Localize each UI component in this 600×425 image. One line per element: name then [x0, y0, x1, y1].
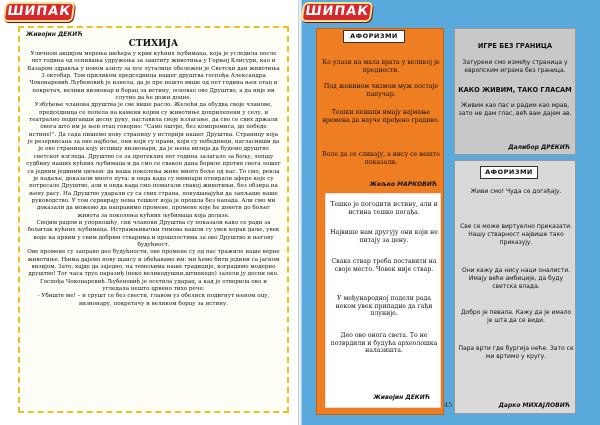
aphorism-author: Живојин ДЕКИЋ [373, 394, 430, 401]
aphorism: Пара врти где бургија неће. Зато се ми вртимо у кругу. [458, 345, 574, 360]
aphorisms-header: АФОРИЗМИ [480, 166, 538, 179]
aphorism: Највише нам другују они који не питају за цену. [330, 229, 438, 244]
aphorism: Све се може виртуелно приказати. Нашу стварност највише тако приказују. [460, 223, 572, 246]
aphorism: Они кажу да нису наци оналисти. Имају веће амбиције, да буду светска влада. [461, 267, 571, 290]
aphorisms-white-box [325, 193, 441, 408]
story-paragraph: Уличном акцијом мерења шећера у крви кућних љубимаца, која је уследила после пет година од оснивања удружења за заштиту животиња у Горњој Клисури, као и Базаром здравља у новом азилу за псе луталице обележен је Светски дан животиња 3 октобар. Том приликом председница нашег друштва госпођа Александра Чоконаревић Љубеновић је изнела, да је пре нешто више од пет година њен отац и покретач, велики визионар и борац за истину, основао ово Друштво, а да није ни слутио да ће дожи доцне. [27, 51, 280, 102]
aphorism: Свака ствар треба поставити на своје место. Човек није ствар. [331, 258, 437, 273]
aphorism: Добро је певала. Кажу да је имало је шта да се види. [460, 309, 572, 324]
aphorism: Део ово онога света. То не потврдили и будућа археолошка налазишта. [330, 332, 438, 355]
logo-right: ШИПАК [301, 2, 374, 22]
story-article [18, 26, 289, 413]
aphorism: Тешко је погодити истину, али и истина тешко погађа. [330, 201, 438, 216]
gray-aphorisms-box [454, 160, 576, 414]
aphorism: Тешки пешаци имају најмање времена да науче пређено градиво. [322, 109, 440, 124]
story-paragraph: Ове промене су заправо део будућности, ове промене су од нас тражиле наше верне животиње. Њима дајемо нову шансу и обећавамо им: ми ћемо бити једини са јасном визијом. Зато, хајде да заједно, на темељима наше традиције, изградимо модерно друштво! Тог часа труо паразиђ (неко великодушни,штипкедо) залели ју десни око. Госпођа Чоконаревић Љубеновић је осетила ударац, а кад је отворила око и угледала нешто црвено тихо рече: [27, 249, 280, 292]
aphorism: Ко улази на мала врата у великој је предности. [322, 59, 440, 74]
story-title: СТИХИЈА [128, 39, 179, 49]
story-paragraph: - Убиште ме! – и срушт се без свести, главом уз обелиск подигнут њеном оцу, визионару, покретачу и великом борцу за истину. [37, 293, 270, 307]
aphorism-author: Жељко МАРКОВИЋ [369, 181, 437, 188]
logo-left: ШИПАК [3, 2, 76, 22]
story-byline: Живојин ДЕКИЋ [26, 31, 83, 38]
section-text: Затурени смо између страница у европским играма без граница. [462, 59, 568, 74]
aphorisms-header: АФОРИЗМИ [343, 30, 405, 43]
aphorism: Воле да се сликају, а нису се нешто показали. [322, 151, 440, 166]
page-spine [298, 0, 302, 425]
story-paragraph: Узбуђење чланова друштва је све више расло. Желећи да обудва своје чланове, председница се попела на камени којим су животиње доприлепени у селу, и театрално подигавши десну руку, наставила своје излагање, да сво се свих држали овога што им је њен отац говорио: "Само оштро, без компромиса, до победе истине!". Да сада пишемо нову страницу у историји нашег Друштва. Страницу која је резервисана за оне најбоље, они који су прави, који су победници, нагласивши да је ово страница коју испишу визионари, да је њена визија да будемо друштво светског изгледа. Друштво се за протеклих пет година залагало за бољу, лепшу судбину наших кућних љубимаца и да смо се свакоп дана бориле против свега лошег са једним јединим циљем: да наша поколења живе много боље од нас. То смо, рекла је надаље, доказали много пута: и онда када су ювинари отпирали афере које су потресале Друштво, али и онда када смо помагали свакој животињи, без обзира на њену расу. На Друштво ударали су са свих страна, покушавајући да запљаше наше руководство. У том сервирају нема тешког која је прошла без напада. Али смо ми доказали да можемо да направимо промене, промене које ће донети до бољег живота за поколења кућних љубимаца која долазе. [26, 102, 281, 219]
page-number: 45 [444, 401, 453, 409]
gray-box-top [454, 28, 576, 155]
story-body [26, 51, 281, 308]
section-author: Далибор ДРЕКИЋ [508, 144, 570, 151]
aphorism-author: Дарко МИХАЈЛОВИЋ [498, 402, 570, 409]
section-text: Живим као пас и радим као мрав, зато не дам глас, већ вам дајем ав. [458, 102, 572, 117]
story-paragraph: Својим радом и упорношћу, сви чланови Друштва су показали како се ради за бољитак кућних љубимаца. Истражњивачки тимова нашли су увек корак даље, увек воде ка првим у свим добрим стварима и прошлостима за ово Друштво и његову будућност. [27, 219, 280, 248]
aphorism: Живи смо! Чуда се догађају. [470, 188, 562, 195]
aphorism: У међународној подели рада неком увек припадне да гађи плуније. [335, 295, 433, 318]
section-title: ИГРЕ БЕЗ ГРАНИЦА [477, 42, 553, 50]
aphorism: Под женином чизмом муж постаје папучар. [323, 83, 439, 98]
section-title: КАКО ЖИВИМ, ТАКО ГЛАСАМ [458, 86, 572, 94]
